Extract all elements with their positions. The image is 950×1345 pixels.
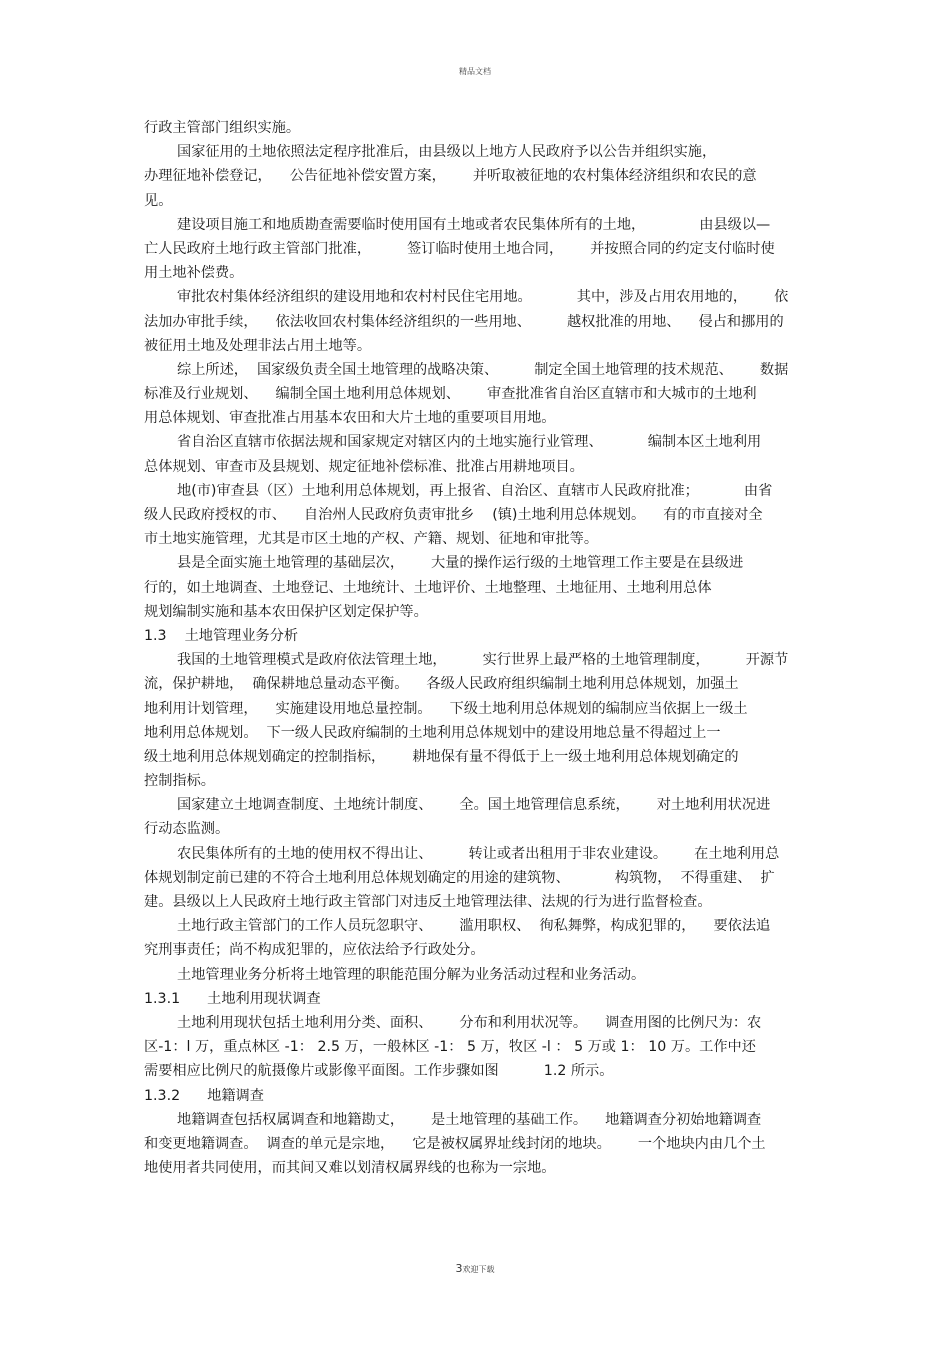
- text-line: 需要相应比例尺的航摄像片或影像平面图。工作步骤如图 1.2 所示。: [144, 1063, 614, 1080]
- text-line: 我国的土地管理模式是政府依法管理土地， 实行世界上最严格的土地管理制度， 开源节: [177, 652, 789, 669]
- text-line: 地利用计划管理， 实施建设用地总量控制。 下级土地利用总体规划的编制应当依据上一级土: [144, 700, 748, 717]
- text-line: 地籍调查包括权属调查和地籍勘丈， 是土地管理的基础工作。 地籍调查分初始地籍调查: [177, 1111, 762, 1128]
- text-line: 国家建立土地调查制度、土地统计制度、 全。国土地管理信息系统， 对土地利用状况进: [177, 797, 771, 814]
- text-line: 区-1：l 万，重点林区 -1： 2.5 万，一般林区 -1： 5 万，牧区 -l ： 5 万或 1： 10 万。工作中还: [144, 1039, 756, 1056]
- text-line: 办理征地补偿登记， 公告征地补偿安置方案， 并听取被征地的农村集体经济组织和农民的意: [144, 168, 757, 185]
- text-line: 级土地利用总体规划确定的控制指标， 耕地保有量不得低于上一级土地利用总体规划确定的: [144, 748, 739, 765]
- text-line: 土地管理业务分析将土地管理的职能范围分解为业务活动过程和业务活动。: [177, 966, 646, 983]
- text-line: 1.3.2 地籍调查: [144, 1087, 264, 1104]
- text-line: 建设项目施工和地质勘查需要临时使用国有土地或者农民集体所有的土地， 由县级以—: [177, 216, 771, 233]
- text-line: 和变更地籍调查。 调查的单元是宗地， 它是被权属界址线封闭的地块。 一个地块内由几个土: [144, 1135, 766, 1152]
- text-line: 用土地补偿费。: [144, 265, 244, 282]
- text-line: 国家征用的土地依照法定程序批准后，由县级以上地方人民政府予以公告并组织实施，: [177, 144, 717, 161]
- text-line: 规划编制实施和基本农田保护区划定保护等。: [144, 603, 428, 620]
- text-line: 被征用土地及处理非法占用土地等。: [144, 337, 372, 354]
- text-line: 省自治区直辖市依据法规和国家规定对辖区内的土地实施行业管理、 编制本区土地利用: [177, 434, 762, 451]
- text-line: 土地行政主管部门的工作人员玩忽职守、 滥用职权、 徇私舞弊，构成犯罪的， 要依法追: [177, 918, 771, 935]
- text-line: 行的，如土地调查、土地登记、土地统计、土地评价、土地整理、土地征用、土地利用总体: [144, 579, 712, 596]
- text-line: 行政主管部门组织实施。: [144, 120, 301, 136]
- text-line: 级人民政府授权的市、 自治州人民政府负责审批乡 (镇)土地利用总体规划。 有的市直接对全: [144, 507, 763, 523]
- text-line: 土地利用现状包括土地利用分类、面积、 分布和利用状况等。 调查用图的比例尺为：农: [177, 1014, 762, 1031]
- text-line: 总体规划、审查市及县规划、规定征地补偿标准、批准占用耕地项目。: [144, 458, 584, 475]
- page-footer: [0, 1262, 950, 1275]
- text-line: 法加办审批手续， 依法收回农村集体经济组织的一些用地、 越权批准的用地、 侵占和挪用的: [144, 313, 784, 330]
- text-line: 农民集体所有的土地的使用权不得出让、 转让或者出租用于非农业建设。 在土地利用总: [177, 845, 780, 862]
- text-line: 地(市)审查县（区）土地利用总体规划，再上报省、自治区、直辖市人民政府批准； 由省: [177, 482, 773, 499]
- text-line: 体规划制定前已建的不符合土地利用总体规划确定的用途的建筑物、 构筑物， 不得重建、 扩: [144, 869, 775, 886]
- text-line: 审批农村集体经济组织的建设用地和农村村民住宅用地。 其中，涉及占用农用地的， 依: [177, 289, 789, 306]
- text-line: 1.3 土地管理业务分析: [144, 627, 299, 644]
- document-body: [144, 116, 809, 1180]
- text-line: 究刑事责任；尚不构成犯罪的，应依法给予行政处分。: [144, 942, 485, 959]
- text-line: 亡人民政府土地行政主管部门批准， 签订临时使用土地合同， 并按照合同的约定支付临时使: [144, 240, 775, 257]
- text-line: 市土地实施管理，尤其是市区土地的产权、产籍、规划、征地和审批等。: [144, 531, 599, 548]
- text-line: 地利用总体规划。 下一级人民政府编制的土地利用总体规划中的建设用地总量不得超过上一: [144, 724, 721, 741]
- text-line: 流，保护耕地， 确保耕地总量动态平衡。 各级人民政府组织编制土地利用总体规划，加强土: [144, 676, 739, 693]
- page-header: 精品文档: [459, 67, 491, 76]
- text-line: 地使用者共同使用，而其间又难以划清权属界线的也称为一宗地。: [144, 1160, 556, 1177]
- text-line: 1.3.1 土地利用现状调查: [144, 990, 321, 1007]
- text-line: 综上所述， 国家级负责全国土地管理的战略决策、 制定全国土地管理的技术规范、 数据: [177, 361, 789, 378]
- text-line: 县是全面实施土地管理的基础层次， 大量的操作运行级的土地管理工作主要是在县级进: [177, 555, 744, 572]
- text-line: 见。: [144, 192, 173, 209]
- text-line: 控制指标。: [144, 773, 215, 790]
- page-number: 3: [455, 1262, 463, 1275]
- text-line: 用总体规划、审查批准占用基本农田和大片土地的重要项目用地。: [144, 410, 556, 427]
- text-line: 行动态监测。: [144, 821, 230, 838]
- text-line: 标准及行业规划、 编制全国土地利用总体规划、 审查批准省自治区直辖市和大城市的土地利: [144, 386, 757, 403]
- footer-text: 欢迎下载: [462, 1265, 495, 1274]
- text-line: 建。县级以上人民政府土地行政主管部门对违反土地管理法律、法规的行为进行监督检查。: [144, 894, 712, 910]
